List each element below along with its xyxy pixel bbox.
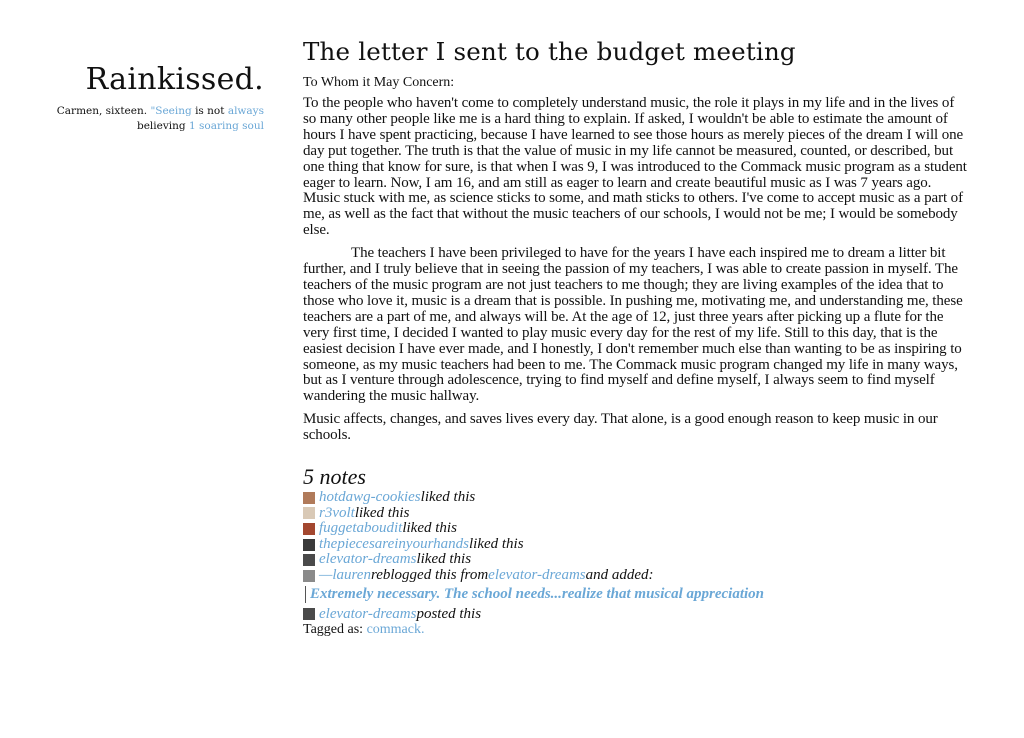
post-title[interactable]: The letter I sent to the budget meeting: [303, 37, 796, 66]
note-user-link[interactable]: thepiecesareinyourhands: [319, 535, 469, 552]
blog-desc-link-soaring-soul[interactable]: 1 soaring soul: [188, 120, 264, 132]
note-action: liked this: [354, 504, 410, 521]
post-paragraph: Music affects, changes, and saves lives every day. That alone, is a good enough reason to keep music in our schools.: [303, 411, 938, 444]
blog-desc-link-always[interactable]: always: [227, 105, 264, 117]
reblog-quote[interactable]: Extremely necessary. The school needs...realize that musical appreciation: [305, 586, 967, 603]
blog-desc-link-seeing[interactable]: "Seeing: [150, 105, 192, 117]
avatar[interactable]: [303, 539, 315, 551]
notes-count: 5 notes: [303, 464, 366, 490]
note-item: [303, 537, 967, 553]
blog-title[interactable]: Rainkissed.: [85, 62, 264, 97]
note-source-link[interactable]: elevator-dreams: [488, 567, 586, 583]
post-main: [303, 36, 967, 638]
note-user-link[interactable]: r3volt: [319, 504, 355, 521]
note-action: liked this: [468, 535, 524, 552]
post-paragraph: To the people who haven't come to completely understand music, the role it plays in my life and in the lives of so many other people like me is a hard thing to explain. If asked, I wouldn't be able to estimate the amount of hours I have spent practicing, because I have learned to see those hours as merely pieces of the dream I will one day put together. The truth is that the value of music in my life cannot be measured, counted, or described, but one thing that know for sure, is that when I was 9, I was introduced to the Commack music program as a student eager to learn. Now, I am 16, and am still as eager to learn and create beautiful music as I was 7 years ago. Music stuck with me, as science sticks to some, and math sticks to others. I've come to accept music as a part of me, as well as the fact that without the music teachers of our schools, I would not be me; I would be somebody else.: [303, 95, 967, 239]
post-salutation: To Whom it May Concern:: [303, 75, 455, 90]
notes-section: [303, 466, 967, 638]
note-action: reblogged this from: [370, 567, 489, 583]
note-item: [303, 521, 967, 537]
note-user-link[interactable]: elevator-dreams: [319, 605, 417, 622]
note-item-reblog: [303, 568, 967, 584]
note-action: liked this: [402, 520, 457, 537]
sidebar: [20, 62, 264, 134]
note-action: posted this: [416, 605, 482, 622]
blog-desc-text-3: believing: [136, 120, 189, 132]
note-user-link[interactable]: elevator-dreams: [319, 551, 417, 568]
notes-list-posted: [303, 607, 967, 623]
note-action: liked this: [420, 489, 476, 506]
note-item-posted: [303, 607, 967, 623]
note-action: and added:: [585, 567, 654, 583]
note-action: liked this: [416, 551, 472, 568]
avatar[interactable]: [303, 554, 315, 566]
avatar[interactable]: [303, 608, 315, 620]
note-item: [303, 490, 967, 506]
blog-desc-text-1: Carmen, sixteen.: [56, 105, 151, 117]
note-user-link[interactable]: —lauren: [319, 567, 371, 583]
blog-desc-text-2: is not: [191, 105, 228, 117]
note-user-link[interactable]: hotdawg-cookies: [319, 489, 421, 506]
post-paragraph: The teachers I have been privileged to have for the years I have each inspired me to dream a litter bit further, and I truly believe that in seeing the passion of my teachers, I was able to create passion in myself. The teachers of the music program are not just teachers to me though; they are living examples of the idea that to those who love it, music is a dream that is possible. In pushing me, motivating me, and understanding me, these teachers are a part of me, and always will be. At the age of 12, just three years after picking up a flute for the very first time, I decided I wanted to play music every day for the rest of my life. Still to this day, that is the easiest decision I have ever made, and I honestly, I don't remember much else than wanting to be as inspiring to someone, as my music teachers had been to me. The Commack music program changed my life in many ways, but as I venture through adolescence, trying to find myself and define myself, I always seem to find myself wandering the music hallway.: [303, 245, 963, 405]
note-user-link[interactable]: fuggetaboudit: [319, 520, 403, 537]
note-item: [303, 506, 967, 522]
avatar[interactable]: [303, 492, 315, 504]
notes-list: [303, 490, 967, 584]
avatar[interactable]: [303, 507, 315, 519]
blog-description: [20, 104, 264, 134]
post-tags: [303, 622, 967, 638]
note-item: [303, 552, 967, 568]
avatar[interactable]: [303, 570, 315, 582]
tags-label: Tagged as:: [303, 622, 367, 638]
avatar[interactable]: [303, 523, 315, 535]
tag-link[interactable]: commack.: [366, 622, 425, 638]
